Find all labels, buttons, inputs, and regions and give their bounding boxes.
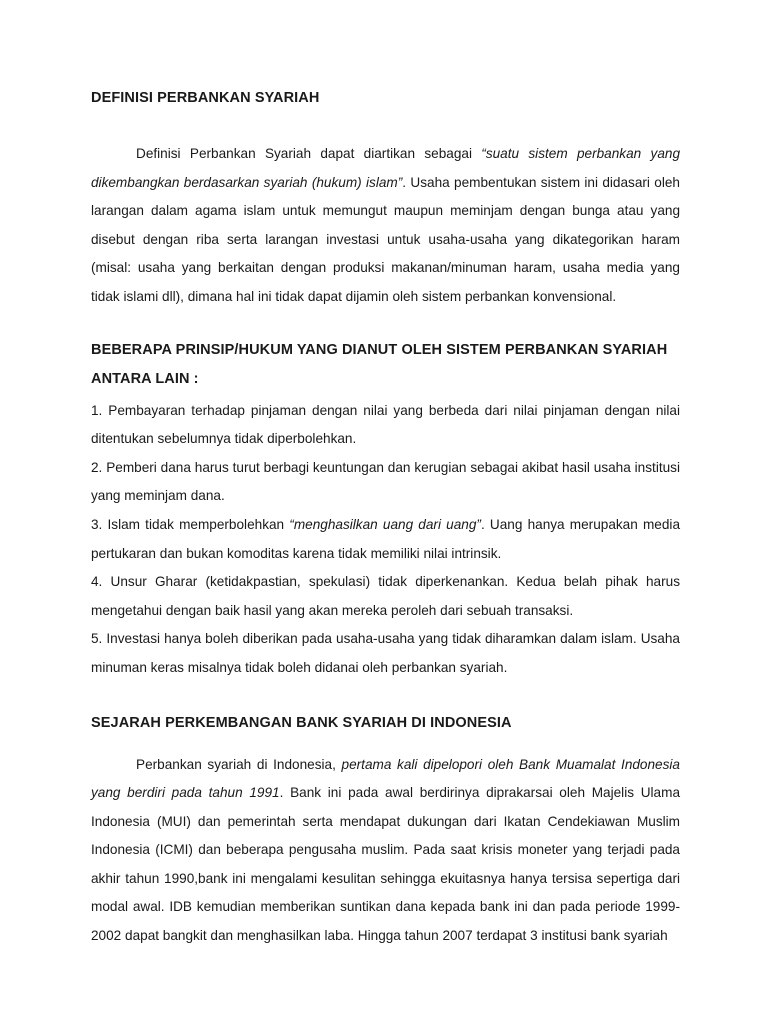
heading-definisi: DEFINISI PERBANKAN SYARIAH	[91, 90, 320, 106]
principle-item-5: 5. Investasi hanya boleh diberikan pada usaha-usaha yang tidak diharamkan dalam islam. Usaha minuman keras misalnya tidak boleh didanai oleh perbankan syariah.	[91, 631, 680, 675]
principle-item-3-body: . Uang hanya merupakan media pertukaran dan bukan komoditas karena tidak memiliki nilai intrinsik.	[91, 516, 681, 561]
heading-prinsip: BEBERAPA PRINSIP/HUKUM YANG DIANUT OLEH SISTEM PERBANKAN SYARIAH ANTARA LAIN :	[91, 341, 668, 387]
paragraph-sejarah-lead: Perbankan syariah di Indonesia,	[136, 756, 342, 772]
principle-item-1: 1. Pembayaran terhadap pinjaman dengan nilai yang berbeda dari nilai pinjaman dengan nilai ditentukan sebelumnya tidak diperbolehkan.	[91, 402, 680, 447]
principle-item-4: 4. Unsur Gharar (ketidakpastian, spekulasi) tidak diperkenankan. Kedua belah pihak harus mengetahui dengan baik hasil yang akan mereka peroleh dari sebuah transaksi.	[91, 574, 680, 618]
heading-sejarah: SEJARAH PERKEMBANGAN BANK SYARIAH DI INDONESIA	[91, 714, 512, 731]
paragraph-definisi-lead: Definisi Perbankan Syariah dapat diartikan sebagai	[136, 146, 482, 161]
paragraph-sejarah-italic: pertama kali dipelopori oleh Bank Muamalat Indonesia yang berdiri pada tahun 1991	[91, 756, 680, 801]
definition-quote: “suatu sistem perbankan yang dikembangkan berdasarkan syariah (hukum) islam”	[91, 146, 681, 190]
principle-item-3-quote: “menghasilkan uang dari uang”	[289, 516, 481, 532]
paragraph-definisi	[91, 140, 680, 312]
paragraph-sejarah	[91, 751, 680, 951]
principle-item-2: 2. Pemberi dana harus turut berbagi keuntungan dan kerugian sebagai akibat hasil usaha institusi yang meminjam dana.	[91, 459, 680, 504]
paragraph-sejarah-body: . Bank ini pada awal berdirinya diprakarsai oleh Majelis Ulama Indonesia (MUI) dan pemerintah serta mendapat dukungan dari Ikatan Cendekiawan Muslim Indonesia (ICMI) dan beberapa pengusaha muslim. Pada saat krisis moneter yang terjadi pada akhir tahun 1990,bank ini mengalami kesulitan sehingga ekuitasnya hanya tersisa sepertiga dari modal awal. IDB kemudian memberikan suntikan dana kepada bank ini dan pada periode 1999-2002 dapat bangkit dan menghasilkan laba. Hingga tahun 2007 terdapat 3 institusi bank syariah	[91, 785, 681, 944]
principle-item-3	[91, 511, 680, 568]
paragraph-definisi-body: . Usaha pembentukan sistem ini didasari oleh larangan dalam agama islam untuk memungut maupun meminjam dengan bunga atau yang disebut dengan riba serta larangan investasi untuk usaha-usaha yang dikategorikan haram (misal: usaha yang berkaitan dengan produksi makanan/minuman haram, usaha media yang tidak islami dll), dimana hal ini tidak dapat dijamin oleh sistem perbankan konvensional.	[91, 174, 680, 304]
principle-item-3-lead: 3. Islam tidak memperbolehkan	[91, 516, 290, 532]
